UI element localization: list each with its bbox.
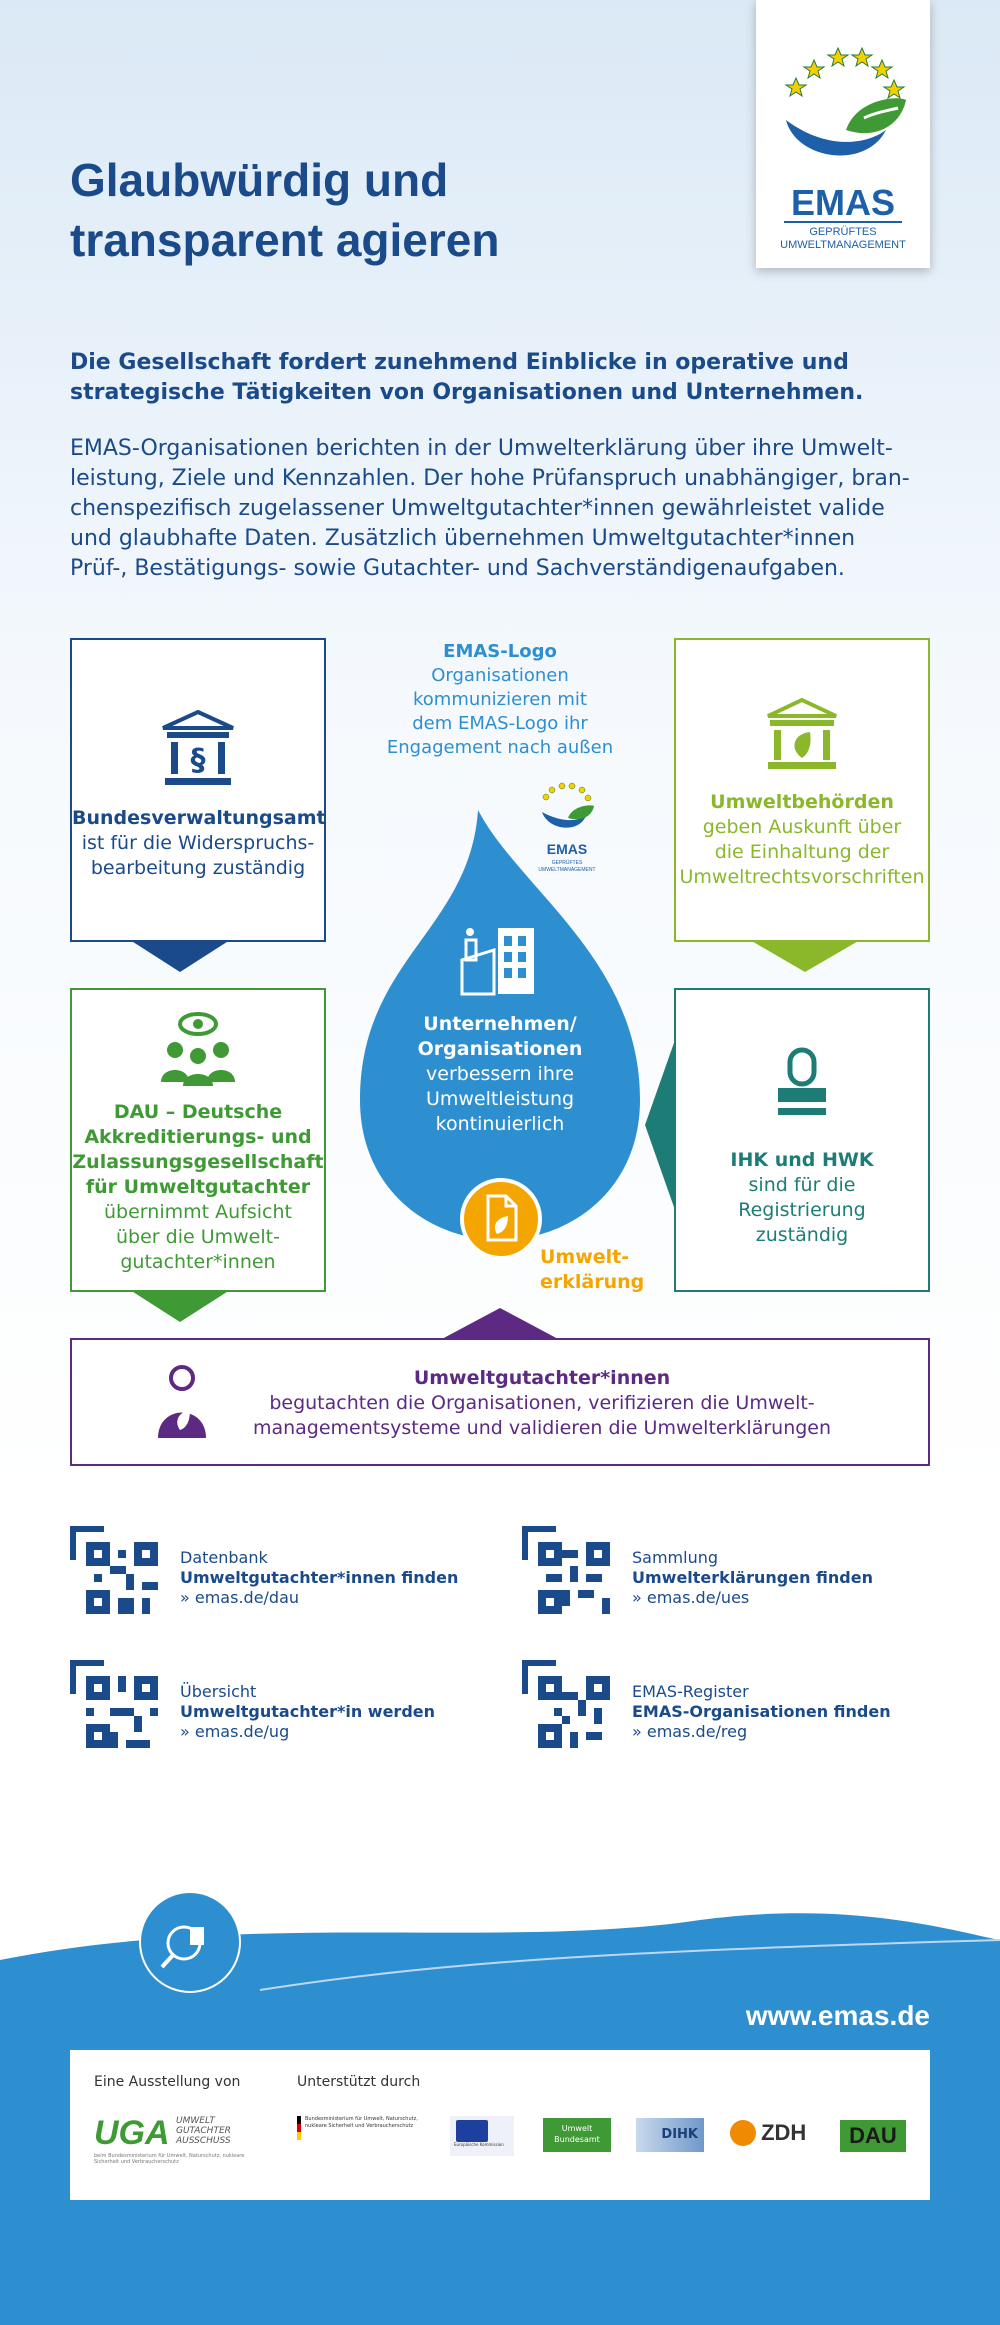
center-line: kontinuierlich	[435, 1113, 565, 1135]
bmuv-logo	[297, 2116, 427, 2130]
qr-text	[632, 1682, 891, 1742]
emas-logo-graphic	[756, 0, 930, 268]
exhibition-label: Eine Ausstellung von	[94, 2074, 241, 2090]
lead-paragraph: Die Gesellschaft fordert zunehmend Einblicke in operative und strategische Tätigkeiten von Organisationen und Unternehmen.	[70, 350, 864, 405]
qr-link[interactable]: » emas.de/ues	[632, 1588, 750, 1607]
dau-logo: DAU	[840, 2120, 906, 2152]
caption-line: dem EMAS-Logo ihr	[412, 713, 588, 734]
arrow-behoerden	[750, 940, 860, 972]
card-umweltbehoerden	[674, 638, 930, 942]
footer-url[interactable]: www.emas.de	[745, 2000, 930, 2031]
body-paragraph	[70, 434, 945, 584]
card-title: Umweltbehörden	[710, 791, 894, 813]
arrow-bva	[130, 940, 230, 972]
card-line: sind für die	[748, 1174, 856, 1196]
qr-top: Datenbank	[180, 1548, 268, 1567]
card-title: Bundesverwaltungsamt	[72, 807, 326, 829]
uga-logo-line: AUSSCHUSS	[176, 2136, 231, 2146]
card-title: für Umweltgutachter	[85, 1176, 311, 1198]
eu-flag-icon	[456, 2120, 488, 2142]
uga-logo-line: UMWELT	[176, 2116, 215, 2126]
zdh-icon	[730, 2120, 756, 2146]
bmuv-text: Bundesministerium für Umwelt, Naturschutz, nukleare Sicherheit und Verbraucherschutz	[305, 2116, 418, 2129]
factory-icon	[458, 920, 542, 996]
emas-logo-caption-title: EMAS-Logo	[443, 641, 557, 662]
card-title: Akkreditierungs- und	[84, 1126, 312, 1148]
document-leaf-icon	[460, 1178, 542, 1260]
qr-top: Übersicht	[180, 1682, 257, 1701]
qr-text	[180, 1682, 435, 1742]
qr-text	[180, 1548, 458, 1608]
sponsor-box	[70, 2050, 930, 2200]
caption-line: Engagement nach außen	[386, 737, 614, 758]
emas-logo-caption	[370, 640, 630, 760]
card-line: geben Auskunft über	[702, 816, 902, 838]
qr-link[interactable]: » emas.de/ug	[180, 1722, 290, 1741]
arrow-ihk	[645, 1040, 675, 1210]
qr-title: Umwelterklärungen finden	[632, 1568, 873, 1587]
card-umweltgutachter	[70, 1338, 930, 1466]
flag-stripe	[297, 2116, 301, 2124]
eu-text: Europäische Kommission	[454, 2142, 504, 2147]
title-line-2: transparent agieren	[70, 214, 500, 266]
mini-emas-logo-graphic	[532, 780, 602, 875]
uba-logo	[543, 2118, 611, 2152]
qr-code-icon[interactable]	[538, 1676, 610, 1748]
card-bundesverwaltungsamt	[70, 638, 326, 942]
page-title	[70, 150, 630, 270]
exhibition-magnifier-icon	[150, 1905, 230, 1985]
qr-link[interactable]: » emas.de/reg	[632, 1722, 748, 1741]
card-title: IHK und HWK	[730, 1149, 874, 1171]
title-line-1: Glaubwürdig und	[70, 154, 449, 206]
qr-link-ues[interactable]	[522, 1526, 942, 1626]
qr-title: Umweltgutachter*innen finden	[180, 1568, 459, 1587]
qr-code-icon[interactable]	[86, 1542, 158, 1614]
uba-line: Bundesamt	[554, 2135, 600, 2144]
caption-line: kommunizieren mit	[412, 689, 587, 710]
uga-note: beim Bundesministerium für Umwelt, Naturschutz, nukleare Sicherheit und Verbraucherschutz	[94, 2153, 245, 2165]
card-dau	[70, 988, 326, 1292]
card-line: begutachten die Organisationen, verifizieren die Umwelt-	[269, 1392, 815, 1414]
card-ihk-hwk	[674, 988, 930, 1292]
center-title: Unternehmen/	[423, 1013, 577, 1035]
erklaerung-line: erklärung	[540, 1271, 645, 1293]
caption-line: Organisationen	[431, 665, 569, 686]
mini-logo-name: EMAS	[546, 841, 588, 857]
svg-text:§: §	[190, 743, 206, 778]
qr-code-icon[interactable]	[86, 1676, 158, 1748]
qr-link-reg[interactable]	[522, 1660, 942, 1760]
eu-logo	[450, 2116, 514, 2156]
card-line: zuständig	[755, 1224, 849, 1246]
mini-logo-sub1: GEPRÜFTES	[551, 860, 583, 866]
flag-stripe	[297, 2124, 301, 2132]
erklaerung-line: Umwelt-	[540, 1246, 630, 1268]
zdh-logo	[730, 2120, 806, 2146]
emas-logo-sub1: GEPRÜFTES	[809, 226, 877, 238]
body-line: leistung, Ziele und Kennzahlen. Der hohe Prüfanspruch unabhängiger, bran-	[70, 466, 910, 491]
qr-top: EMAS-Register	[632, 1682, 749, 1701]
arrow-gutachter	[440, 1308, 560, 1340]
card-line: bearbeitung zuständig	[90, 857, 306, 879]
card-title: DAU – Deutsche	[113, 1101, 283, 1123]
card-line: gutachter*innen	[120, 1251, 276, 1273]
qr-link[interactable]: » emas.de/dau	[180, 1588, 300, 1607]
card-title: Zulassungsgesellschaft	[72, 1151, 324, 1173]
umwelterklaerung-label	[540, 1245, 644, 1295]
courthouse-paragraph-icon	[161, 710, 235, 788]
uga-logo-sub	[176, 2116, 231, 2146]
card-line: die Einhaltung der	[714, 841, 890, 863]
qr-title: EMAS-Organisationen finden	[632, 1702, 891, 1721]
qr-link-ug[interactable]	[70, 1660, 490, 1760]
card-line: managementsysteme und validieren die Umwelterklärungen	[252, 1417, 832, 1439]
card-line: ist für die Widerspruchs-	[81, 832, 315, 854]
flag-stripe	[297, 2132, 301, 2140]
qr-text	[632, 1548, 873, 1608]
qr-link-dau[interactable]	[70, 1526, 490, 1626]
person-leaf-icon	[156, 1364, 208, 1440]
card-title: Umweltgutachter*innen	[413, 1367, 671, 1389]
building-leaf-icon	[764, 696, 840, 772]
body-line: Prüf-, Bestätigungs- sowie Gutachter- und Sachverständigenaufgaben.	[70, 556, 845, 581]
center-title: Organisationen	[417, 1038, 583, 1060]
uba-line: Umwelt	[561, 2124, 593, 2133]
card-line: Umweltrechtsvorschriften	[679, 866, 925, 888]
supported-label: Unterstützt durch	[297, 2074, 421, 2090]
center-line: Umweltleistung	[425, 1088, 575, 1110]
stamp-icon	[772, 1046, 832, 1126]
mini-logo-sub2: UMWELTMANAGEMENT	[538, 867, 596, 873]
emas-logo-sub2: UMWELTMANAGEMENT	[780, 239, 906, 251]
emas-logo-name: EMAS	[790, 182, 896, 223]
dihk-logo: DIHK	[636, 2118, 704, 2152]
body-line: chenspezifisch zugelassener Umweltgutachter*innen gewährleistet valide	[70, 496, 885, 521]
uga-logo	[94, 2114, 254, 2165]
zdh-text: ZDH	[761, 2120, 807, 2145]
card-line: über die Umwelt-	[116, 1226, 280, 1248]
body-line: EMAS-Organisationen berichten in der Umwelterklärung über ihre Umwelt-	[70, 436, 893, 461]
uga-logo-text: UGA	[94, 2114, 170, 2152]
emas-logo	[756, 0, 930, 268]
center-text	[380, 1012, 620, 1137]
card-line: übernimmt Aufsicht	[104, 1201, 292, 1223]
uga-logo-line: GUTACHTER	[176, 2126, 231, 2136]
mini-emas-logo	[532, 780, 602, 875]
qr-title: Umweltgutachter*in werden	[180, 1702, 436, 1721]
qr-code-icon[interactable]	[538, 1542, 610, 1614]
qr-top: Sammlung	[632, 1548, 719, 1567]
arrow-dau	[130, 1290, 230, 1322]
body-line: und glaubhafte Daten. Zusätzlich übernehmen Umweltgutachter*innen	[70, 526, 856, 551]
card-line: Registrierung	[738, 1199, 866, 1221]
people-eye-icon	[155, 1010, 241, 1086]
center-line: verbessern ihre	[426, 1063, 574, 1085]
